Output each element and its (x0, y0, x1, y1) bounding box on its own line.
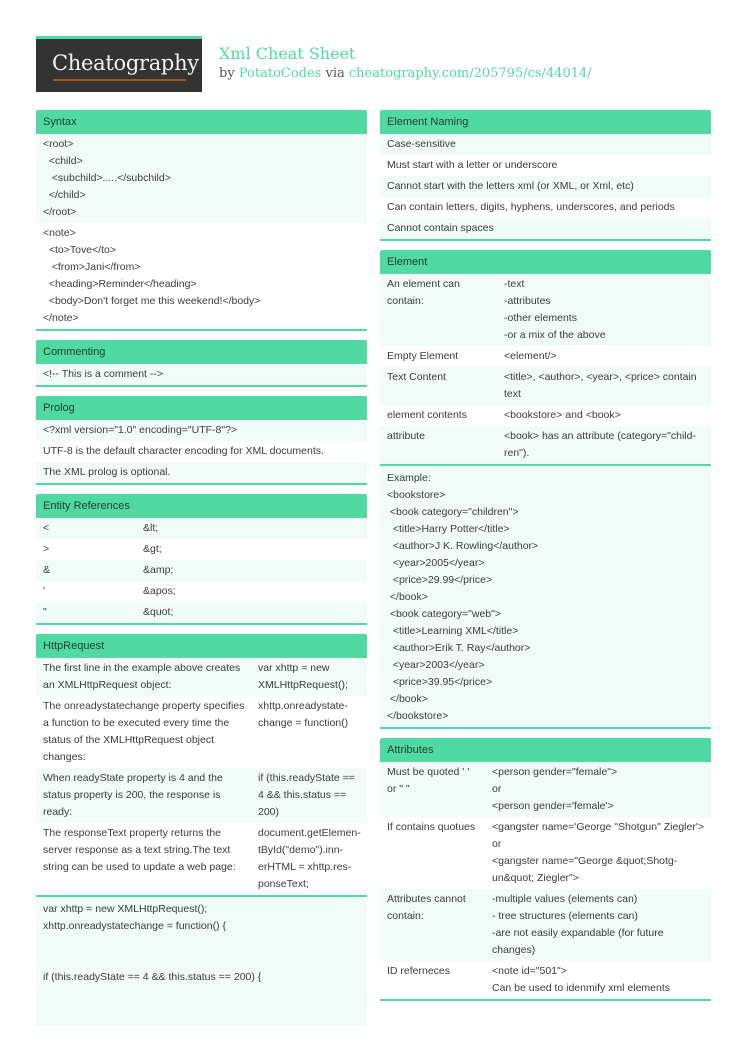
entity-char: " (43, 606, 47, 618)
text-line: -multiple values (elements can) (492, 893, 638, 905)
text-line: - tree structures (elements can) (492, 910, 638, 922)
text-line: <person gender='female'> (492, 800, 614, 812)
text-line: element contents (387, 409, 467, 421)
text-line: An element can (387, 278, 460, 290)
element-section (380, 250, 711, 466)
term-cell (387, 348, 504, 365)
table-row (380, 817, 711, 889)
term-cell (387, 764, 492, 815)
code-line: <book category="children"> (387, 506, 519, 518)
entity-char: > (43, 543, 50, 555)
section-title: Commenting (36, 340, 367, 364)
text-line: ren"). (504, 447, 530, 459)
list-item: The XML prolog is optional. (36, 462, 367, 483)
text-line: status property is 200, the response is (43, 789, 221, 801)
description-cell (43, 698, 258, 766)
code-line: <year>2005</year> (387, 557, 485, 569)
page-title: Xml Cheat Sheet (219, 44, 356, 63)
code-line (43, 935, 360, 952)
code-line: </bookstore> (387, 710, 449, 722)
description-cell (43, 825, 258, 893)
text-line: <title>, <author>, <year>, <price> contain (504, 371, 697, 383)
text-line: -other elements (504, 312, 577, 324)
value-cell (504, 369, 704, 403)
cheatography-logo[interactable] (36, 36, 202, 92)
entity-code: &apos; (143, 585, 176, 597)
code-line: xhttp.onreadystatechange = function() { (43, 920, 226, 932)
table-row (380, 346, 711, 367)
text-line: changes: (43, 751, 86, 763)
text-line: ponseText; (258, 878, 309, 890)
value-cell (492, 963, 704, 997)
value-cell (492, 819, 704, 887)
entity-char: ' (43, 585, 46, 597)
term-cell (387, 891, 492, 959)
code-line: <author>J K. Rowling</author> (387, 540, 539, 552)
list-item: <!-- This is a comment --> (36, 364, 367, 385)
text-line: an XMLHttpRequest object: (43, 679, 172, 691)
code-line: <book category="web"> (387, 608, 501, 620)
code-line: <price>29.99</price> (387, 574, 493, 586)
by-label: by (219, 66, 235, 81)
code-example (380, 466, 711, 727)
element-example (380, 466, 711, 729)
entity-code: &lt; (143, 522, 159, 534)
text-line: <book> has an attribute (category="child- (504, 430, 696, 442)
text-line: var xhttp = new (258, 662, 330, 674)
text-line: or (492, 783, 502, 795)
description-cell (43, 770, 258, 821)
text-line: -or a mix of the above (504, 329, 606, 341)
text-line: un&quot; Ziegler"> (492, 872, 579, 884)
section-title: HttpRequest (36, 634, 367, 658)
attributes-section (380, 738, 711, 1001)
term-cell (387, 276, 504, 344)
table-row (380, 274, 711, 346)
text-line: server response as a text string.The text (43, 844, 231, 856)
list-item: <?xml version="1.0" encoding="UTF-8"?> (36, 420, 367, 441)
text-line: If contains quotues (387, 821, 476, 833)
code-line (43, 952, 360, 969)
logo-text: Cheatography (52, 51, 199, 75)
text-line: <note id="501"> (492, 965, 567, 977)
text-line: Can be used to idenmify xml elements (492, 982, 671, 994)
table-row (36, 581, 367, 602)
code-line: <author>Erik T. Ray</author> (387, 642, 531, 654)
entity-char: & (43, 564, 51, 576)
table-row (36, 560, 367, 581)
code-line: <note> (43, 227, 76, 239)
text-line: contain: (387, 910, 424, 922)
code-line: <title>Harry Potter</title> (387, 523, 510, 535)
text-line: or " " (387, 783, 410, 795)
httprequest-section (36, 634, 367, 897)
text-line: Empty Element (387, 350, 459, 362)
text-line: <gangster name="George &quot;Shotg- (492, 855, 678, 867)
code-cell (258, 660, 360, 694)
code-line: <child> (43, 155, 83, 167)
logo-underline (53, 79, 186, 81)
list-item: Cannot start with the letters xml (or XML, or Xml, etc) (380, 176, 711, 197)
section-title: Element Naming (380, 110, 711, 134)
httprequest-example (36, 897, 367, 1026)
text-line: changes) (492, 944, 536, 956)
author-link[interactable]: PotatoCodes (238, 66, 322, 81)
entity-code: &amp; (143, 564, 174, 576)
right-column (380, 110, 711, 1010)
text-line: When readyState property is 4 and the (43, 772, 223, 784)
value-cell (504, 407, 704, 424)
table-row (36, 823, 367, 895)
text-line: a function to be executed every time the (43, 717, 230, 729)
text-line: Text Content (387, 371, 446, 383)
table-row (380, 367, 711, 405)
syntax-block-2 (36, 223, 367, 329)
entity-code: &quot; (143, 606, 174, 618)
code-line: <heading>Reminder</heading> (43, 278, 197, 290)
element-naming-section (380, 110, 711, 241)
code-line: <title>Learning XML</title> (387, 625, 519, 637)
code-line: </child> (43, 189, 86, 201)
value-cell (504, 348, 704, 365)
text-line: -are not easily expandable (for future (492, 927, 664, 939)
section-title: Attributes (380, 738, 711, 762)
text-line: <bookstore> and <book> (504, 409, 621, 421)
term-cell (387, 407, 504, 424)
term-cell (387, 428, 504, 462)
table-row (36, 539, 367, 560)
term-cell (387, 963, 492, 997)
section-title: Syntax (36, 110, 367, 134)
value-cell (504, 276, 704, 344)
text-line: Must be quoted ' ' (387, 766, 470, 778)
via-label: via (325, 66, 345, 81)
syntax-section (36, 110, 367, 331)
code-cell (258, 770, 360, 821)
code-line: if (this.readyState == 4 && this.status == 200) { (43, 971, 262, 983)
section-title: Entity References (36, 494, 367, 518)
syntax-block-1 (36, 134, 367, 223)
text-line: 4 && this.status == (258, 789, 347, 801)
code-cell (258, 825, 361, 893)
text-line: text (504, 388, 521, 400)
text-line: xhttp.onreadystate- (258, 700, 348, 712)
text-line: Attributes cannot (387, 893, 466, 905)
list-item: Cannot contain spaces (380, 218, 711, 239)
code-line: var xhttp = new XMLHttpRequest(); (43, 903, 208, 915)
list-item: UTF-8 is the default character encoding for XML documents. (36, 441, 367, 462)
code-cell (258, 698, 360, 766)
table-row (380, 961, 711, 999)
code-line: </book> (387, 693, 428, 705)
table-row (380, 889, 711, 961)
sheet-url-link[interactable]: cheatography.com/205795/cs/44014/ (348, 66, 592, 81)
code-line: <body>Don't forget me this weekend!</body> (43, 295, 261, 307)
code-line: <price>39.95</price> (387, 676, 493, 688)
value-cell (492, 891, 704, 959)
text-line: tById("demo").inn- (258, 844, 344, 856)
left-column (36, 110, 367, 1035)
text-line: The onreadystatechange property specifies (43, 700, 245, 712)
text-line: erHTML = xhttp.res- (258, 861, 352, 873)
commenting-section (36, 340, 367, 387)
list-item: Case-sensitive (380, 134, 711, 155)
text-line: -attributes (504, 295, 551, 307)
table-row (380, 426, 711, 464)
code-example (36, 897, 367, 988)
text-line: ID referneces (387, 965, 451, 977)
code-line: <from>Jani</from> (43, 261, 141, 273)
table-row (380, 762, 711, 817)
text-line: document.getElemen- (258, 827, 361, 839)
text-line: contain: (387, 295, 424, 307)
text-line: -text (504, 278, 525, 290)
text-line: or (492, 838, 502, 850)
section-title: Prolog (36, 396, 367, 420)
code-line: Example: (387, 472, 431, 484)
text-line: ready: (43, 806, 73, 818)
value-cell (504, 428, 704, 462)
text-line: XMLHttpRequest(); (258, 679, 348, 691)
code-line: <bookstore> (387, 489, 446, 501)
prolog-section (36, 396, 367, 485)
table-row (36, 658, 367, 696)
text-line: <element/> (504, 350, 557, 362)
table-row (36, 696, 367, 768)
text-line: string can be used to update a web page: (43, 861, 236, 873)
code-line: <to>Tove</to> (43, 244, 116, 256)
code-line: <year>2003</year> (387, 659, 485, 671)
text-line: <gangster name='George "Shotgun" Ziegler'> (492, 821, 704, 833)
description-cell (43, 660, 258, 694)
byline (219, 66, 592, 81)
text-line: attribute (387, 430, 425, 442)
code-line: </root> (43, 206, 77, 218)
section-title: Element (380, 250, 711, 274)
term-cell (387, 819, 492, 887)
entity-char: < (43, 522, 50, 534)
code-line: <root> (43, 138, 74, 150)
table-row (36, 518, 367, 539)
table-row (36, 768, 367, 823)
text-line: <person gender="female"> (492, 766, 618, 778)
code-line: </note> (43, 312, 79, 324)
code-line: </book> (387, 591, 428, 603)
text-line: 200) (258, 806, 280, 818)
text-line: status of the XMLHttpRequest object (43, 734, 215, 746)
term-cell (387, 369, 504, 403)
table-row (380, 405, 711, 426)
entity-code: &gt; (143, 543, 162, 555)
table-row (36, 602, 367, 623)
entity-references-section (36, 494, 367, 625)
list-item: Can contain letters, digits, hyphens, underscores, and periods (380, 197, 711, 218)
text-line: if (this.readyState == (258, 772, 355, 784)
text-line: change = function() (258, 717, 349, 729)
list-item: Must start with a letter or underscore (380, 155, 711, 176)
text-line: The first line in the example above creates (43, 662, 241, 674)
text-line: The responseText property returns the (43, 827, 222, 839)
value-cell (492, 764, 704, 815)
code-line: <subchild>.....</subchild> (43, 172, 171, 184)
